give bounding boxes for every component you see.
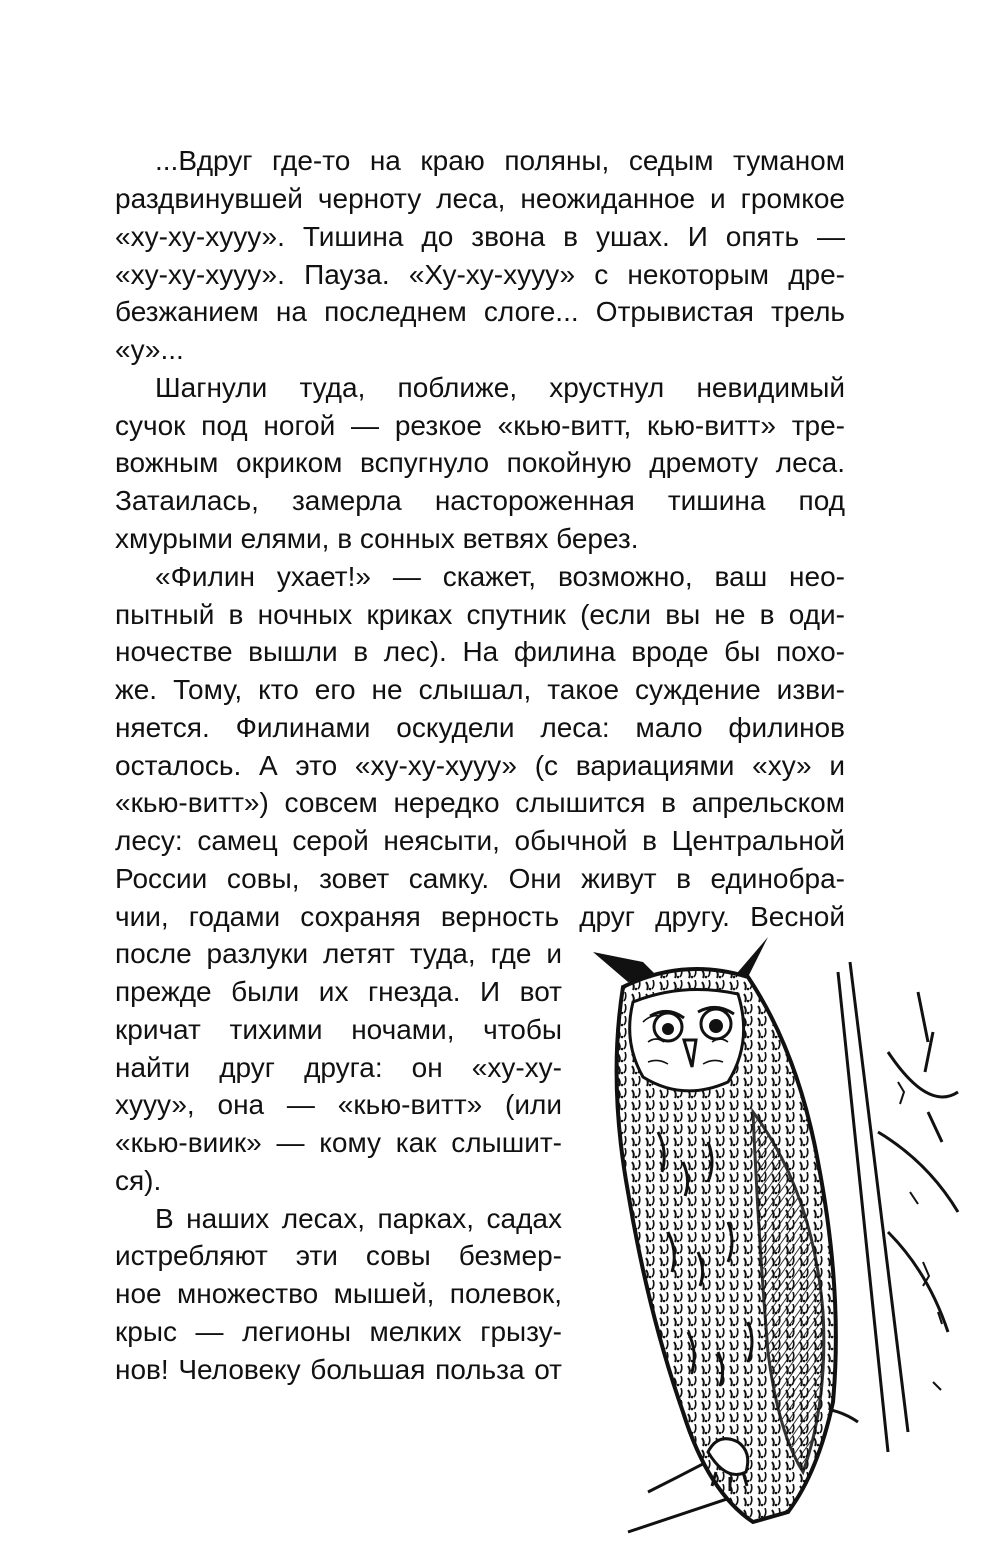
text-line: хмурыми елями, в сонных ветвях берез. — [115, 523, 639, 554]
text-line: хууу», она — «кью-витт» (или — [115, 1089, 562, 1120]
text-line: пытный в ночных криках спутник (если вы не в оди- — [115, 599, 845, 630]
text-line: ночестве вышли в лес). На филина вроде бы похо- — [115, 636, 845, 667]
text-line: истребляют эти совы безмер- — [115, 1240, 562, 1271]
text-line: «Филин ухает!» — скажет, возможно, ваш нео- — [155, 561, 845, 592]
text-line: кричат тихими ночами, чтобы — [115, 1014, 562, 1045]
text-line: Шагнули туда, поближе, хрустнул невидимый — [155, 372, 845, 403]
text-line: «ху-ху-хууу». Тишина до звона в ушах. И опять — — [115, 221, 845, 252]
text-line: ное множество мышей, полевок, — [115, 1278, 562, 1309]
text-line: ся). — [115, 1165, 162, 1196]
text-line: сучок под ногой — резкое «кью-витт, кью-витт» тре- — [115, 410, 845, 441]
text-line: прежде были их гнезда. И вот — [115, 976, 562, 1007]
text-line: осталось. А это «ху-ху-хууу» (с вариациями «ху» и — [115, 750, 845, 781]
text-line: «кью-витт») совсем нередко слышится в апрельском — [115, 787, 845, 818]
text-line: «ху-ху-хууу». Пауза. «Ху-ху-хууу» с некоторым дре- — [115, 259, 845, 290]
text-line: «кью-виик» — кому как слышит- — [115, 1127, 562, 1158]
text-line: «у»... — [115, 334, 184, 365]
text-line: крыс — легионы мелких грызу- — [115, 1316, 562, 1347]
text-line: чии, годами сохраняя верность друг другу. Весной — [115, 901, 845, 932]
text-line: раздвинувшей черноту леса, неожиданное и громкое — [115, 183, 845, 214]
text-line: найти друг друга: он «ху-ху- — [115, 1052, 562, 1083]
text-line: ...Вдруг где-то на краю поляны, седым туманом — [155, 145, 845, 176]
text-line: Затаилась, замерла настороженная тишина под — [115, 485, 845, 516]
text-line: безжанием на последнем слоге... Отрывистая трель — [115, 296, 845, 327]
text-line: нов! Человеку большая польза от — [115, 1354, 562, 1385]
text-line: же. Тому, кто его не слышал, такое суждение изви- — [115, 674, 845, 705]
text-line: В наших лесах, парках, садах — [155, 1203, 562, 1234]
text-line: после разлуки летят туда, где и — [115, 938, 562, 969]
owl-illustration — [588, 932, 960, 1540]
text-line: лесу: самец серой неясыти, обычной в Центральной — [115, 825, 845, 856]
text-line: вожным окриком вспугнуло покойную дремоту леса. — [115, 447, 845, 478]
text-line: няется. Филинами оскудели леса: мало филинов — [115, 712, 845, 743]
text-line: России совы, зовет самку. Они живут в единобра- — [115, 863, 845, 894]
